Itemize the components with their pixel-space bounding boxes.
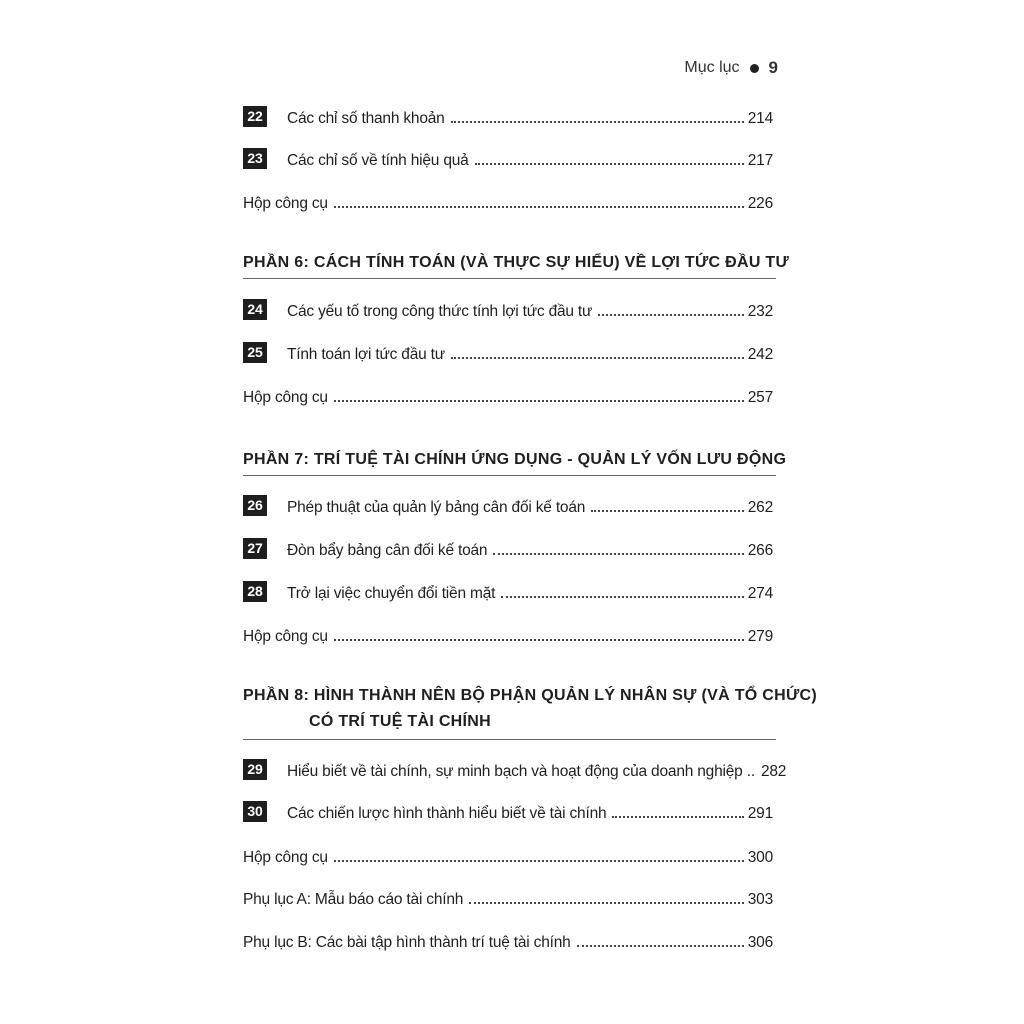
- part7-heading[interactable]: [243, 451, 787, 469]
- bullet-dot-icon: [750, 64, 759, 73]
- entry-title: Các chỉ số về tính hiệu quả: [287, 152, 469, 169]
- entry-page: 214: [747, 110, 773, 127]
- entry-title: Các chỉ số thanh khoản: [287, 110, 445, 127]
- chapter-number-badge: 24: [243, 299, 267, 320]
- dot-leader: [451, 357, 744, 359]
- toc-entry-29[interactable]: [243, 757, 787, 781]
- dot-leader: [475, 163, 744, 165]
- toc-entry-26[interactable]: [243, 493, 773, 517]
- dot-leader: [451, 121, 744, 123]
- chapter-number-badge: 26: [243, 495, 267, 516]
- dot-leader: [334, 206, 744, 208]
- entry-title: Trở lại việc chuyển đổi tiền mặt: [287, 585, 496, 602]
- part8-heading[interactable]: [243, 687, 818, 731]
- chapter-number-badge: 23: [243, 148, 267, 169]
- toc-entry-28[interactable]: [243, 579, 773, 603]
- chapter-number-badge: 22: [243, 106, 267, 127]
- toc-entry-toolbox[interactable]: [243, 189, 773, 213]
- toc-entry-toolbox[interactable]: [243, 383, 773, 407]
- entry-title: Hiểu biết về tài chính, sự minh bạch và hoạt động của doanh nghiệp ..: [287, 763, 755, 780]
- chapter-number-badge: 28: [243, 581, 267, 602]
- entry-page: 279: [747, 628, 773, 645]
- entry-title: Các chiến lược hình thành hiểu biết về tài chính: [287, 805, 607, 822]
- toc-entry-25[interactable]: [243, 340, 773, 364]
- entry-title: Hộp công cụ: [243, 849, 328, 866]
- dot-leader: [612, 816, 743, 818]
- toc-entry-22[interactable]: [243, 104, 773, 128]
- section-heading-text: PHẦN 7: TRÍ TUỆ TÀI CHÍNH ỨNG DỤNG - QUẢN LÝ VỐN LƯU ĐỘNG: [243, 451, 787, 468]
- entry-page: 262: [747, 499, 773, 516]
- entry-page: 291: [747, 805, 773, 822]
- entry-page: 306: [747, 934, 773, 951]
- section-divider: [243, 475, 776, 476]
- toc-entry-toolbox[interactable]: [243, 843, 773, 867]
- dot-leader: [493, 553, 743, 555]
- entry-title: Tính toán lợi tức đầu tư: [287, 346, 445, 363]
- entry-page: 300: [747, 849, 773, 866]
- toc-entry-27[interactable]: [243, 536, 773, 560]
- section-divider: [243, 739, 776, 740]
- dot-leader: [334, 400, 744, 402]
- entry-page: 266: [747, 542, 773, 559]
- entry-title: Hộp công cụ: [243, 628, 328, 645]
- entry-title: Phụ lục A: Mẫu báo cáo tài chính: [243, 891, 464, 908]
- entry-page: 274: [747, 585, 773, 602]
- dot-leader: [334, 860, 744, 862]
- chapter-number-badge: 25: [243, 342, 267, 363]
- section-divider: [243, 278, 776, 279]
- dot-leader: [598, 314, 744, 316]
- dot-leader: [591, 510, 744, 512]
- header-label: Mục lục: [684, 59, 740, 76]
- entry-title: Hộp công cụ: [243, 195, 328, 212]
- entry-page: 226: [747, 195, 773, 212]
- toc-entry-23[interactable]: [243, 146, 773, 170]
- running-header: [684, 58, 778, 78]
- entry-page: 282: [760, 763, 787, 780]
- entry-title: Hộp công cụ: [243, 389, 328, 406]
- toc-entry-appendix-a[interactable]: [243, 885, 773, 909]
- section-heading-text-line2: CÓ TRÍ TUỆ TÀI CHÍNH: [309, 713, 491, 730]
- page-number: 9: [768, 58, 778, 77]
- chapter-number-badge: 30: [243, 801, 267, 822]
- chapter-number-badge: 29: [243, 759, 267, 780]
- section-heading-text: PHẦN 6: CÁCH TÍNH TOÁN (VÀ THỰC SỰ HIỂU) VỀ LỢI TỨC ĐẦU TƯ: [243, 254, 790, 271]
- entry-title: Đòn bẩy bảng cân đối kế toán: [287, 542, 488, 559]
- entry-title: Phụ lục B: Các bài tập hình thành trí tuệ tài chính: [243, 934, 571, 951]
- toc-entry-toolbox[interactable]: [243, 622, 773, 646]
- entry-page: 242: [747, 346, 773, 363]
- section-heading-text: PHẦN 8: HÌNH THÀNH NÊN BỘ PHẬN QUẢN LÝ NHÂN SỰ (VÀ TỔ CHỨC): [243, 687, 818, 704]
- dot-leader: [577, 945, 744, 947]
- toc-entry-24[interactable]: [243, 297, 773, 321]
- dot-leader: [334, 639, 744, 641]
- entry-page: 303: [747, 891, 773, 908]
- entry-title: Các yếu tố trong công thức tính lợi tức đầu tư: [287, 303, 593, 320]
- dot-leader: [469, 902, 744, 904]
- entry-page: 217: [747, 152, 773, 169]
- entry-page: 232: [747, 303, 773, 320]
- entry-page: 257: [747, 389, 773, 406]
- dot-leader: [501, 596, 744, 598]
- entry-title: Phép thuật của quản lý bảng cân đối kế toán: [287, 499, 586, 516]
- chapter-number-badge: 27: [243, 538, 267, 559]
- toc-entry-appendix-b[interactable]: [243, 928, 773, 952]
- part6-heading[interactable]: [243, 254, 790, 272]
- toc-entry-30[interactable]: [243, 799, 773, 823]
